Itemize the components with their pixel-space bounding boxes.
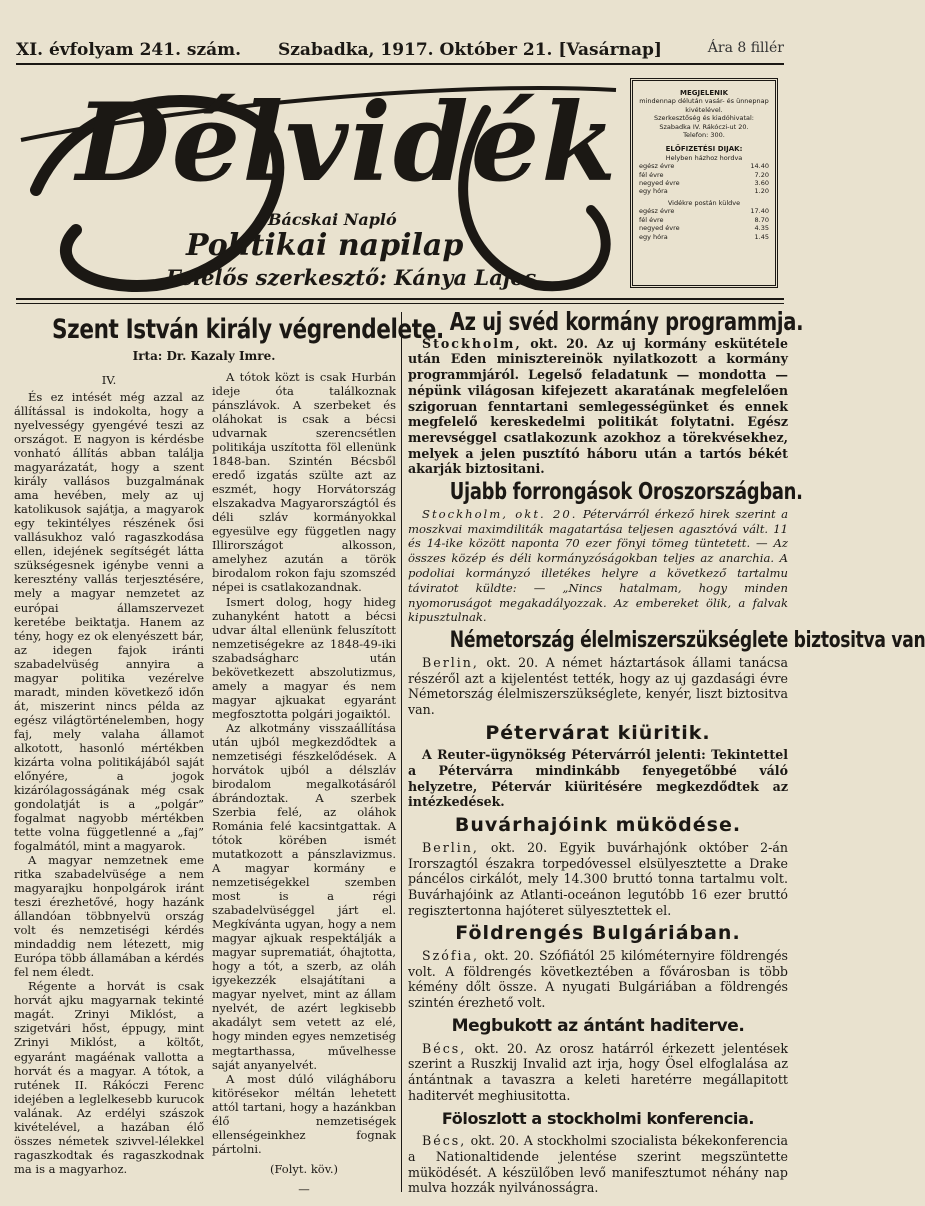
continued-dash: — bbox=[298, 1181, 310, 1196]
news-body: Stockholm, okt. 20. Pétervárról érkező hirek szerint a moszkvai maximdiliták magatartása teljesen agasztóvá vált. 11 és 14-ike között naponta 70 ezer fönyi tömeg tüntetett. — Az összes közép és déli kormányzóságokban teljes az anarchia. A podoliai kormányzó illetékes helyre a következő tartalmu táviratot küldte: — „Nincs hatalmam, hogy minden nyomoruságot megakadályozzak. Az embereket ölik, a falvak kipusztulnak. bbox=[408, 506, 789, 625]
article1-section: IV. bbox=[101, 373, 117, 387]
article1-column-1 bbox=[14, 370, 204, 1176]
continued-note: (Folyt. köv.) bbox=[269, 1161, 339, 1176]
place-date: Szabadka, 1917. Október 21. [Vasárnap] bbox=[278, 40, 662, 60]
article1-byline: Irta: Dr. Kazaly Imre. bbox=[132, 349, 276, 363]
top-rule bbox=[16, 63, 784, 65]
masthead-subtitle-napilap: Politikai napilap bbox=[186, 228, 464, 263]
masthead bbox=[16, 70, 626, 300]
news-body: Berlin, okt. 20. A német háztartások állami tanácsa részéről azt a kijelentést tették, hogy az uj gazdasági évre Németország élelmiszerszükséglete, kenyér, liszt biztositva van. bbox=[408, 654, 788, 717]
article1-column-2 bbox=[212, 370, 396, 1196]
news-body: A Reuter-ügynökség Pétervárról jelenti: Tekintettel a Pétervárra mindinkább fenyegetőbbé váló helyzetre, Pétervár kiüritésére megkezdődtek az intézkedések. bbox=[408, 747, 788, 810]
article1-paragraph: Ismert dolog, hogy hideg zuhanyként hatott a bécsi udvar által ellenünk feluszított nemzetiségekre az 1848-49-iki szabadságharc után bekövetkezett abszolutizmus, amely a magyar és nem magyar ajkuakat egyaránt megfosztotta polgári jogaiktól. bbox=[212, 594, 396, 721]
news-body: Berlin, okt. 20. Egyik buvárhajónk október 2-án Irorszagtól északra torpedóvessel elsülyesztette a Drake páncélos cirkálót, mely 14.300 bruttó tonna tartalmu volt. Buvárhajóink az Atlanti-oceánon legutóbb 16 ezer bruttó regisztertonna hajóteret sülyesztettek el. bbox=[408, 839, 788, 918]
news-title: Megbukott az ántánt haditerve. bbox=[451, 1015, 745, 1036]
infobox-line3: Szabadka IV. Rákóczi-ut 20. bbox=[659, 122, 749, 131]
subscription-infobox bbox=[630, 78, 778, 288]
masthead-rule-thin bbox=[16, 303, 784, 304]
news-body: Szófia, okt. 20. Szófiától 25 kilóméternyire földrengés volt. A földrengés következtében a fővárosban is több kémény dőlt össze. A nyugati Bulgáriában a földrengés szintén érezhető volt. bbox=[408, 948, 788, 1011]
news-title: Földrengés Bulgáriában. bbox=[455, 922, 741, 945]
price-row: negyed évre 3.60 bbox=[639, 179, 769, 188]
news-title: Németország élelmiszerszükséglete biztositva van bbox=[449, 628, 925, 654]
masthead-title: Délvidék bbox=[76, 80, 619, 206]
price-row: egy hóra 1.45 bbox=[639, 232, 769, 241]
infobox-line2: Szerkesztőség és kiadóhivatal: bbox=[653, 114, 755, 123]
price-row: fél évre 8.70 bbox=[639, 215, 769, 224]
column-divider bbox=[401, 312, 402, 1192]
article1-title: Szent István király végrendelete. bbox=[52, 314, 444, 345]
infobox-heading: MEGJELENIK bbox=[679, 89, 728, 97]
news-body: Bécs, okt. 20. A stockholmi szocialista békekonferencia a Nationaltidende jelentése szerint megszüntette müködését. A készülőben levő manifesztumot néhány nap mulva hozzák nyilvánosságra. bbox=[408, 1133, 788, 1196]
price-row: negyed évre 4.35 bbox=[639, 224, 769, 233]
article1-paragraph: Az alkotmány visszaállítása után ujból megkezdődtek a nemzetiségi fészkelődések. A horvátok ujból a délszláv birodalom megalkotásáról ábrándoztak. A szerbek Szerbia felé, az oláhok Románia felé kacsintgattak. A tótok körében ismét mutatkozott a pánszlavizmus. A magyar kormány e nemzetiségekkel szemben most is a régi szabadelvüséggel járt el. Megkívánta ugyan, hogy a nem magyar ajkuak respektálják a magyar suprematiát, óhajtotta, hogy a tót, a szerb, az oláh igyekezzék elsajátítani a magyar nyelvet, mint az állam nyelvét, de azért legkisebb akadályt sem vetett az elé, hogy minden egyes nemzetiség megtarthassa, művelhesse saját anyanyelvét. bbox=[212, 720, 396, 1072]
prices-heading: ELŐFIZETÉSI DIJAK: bbox=[665, 145, 743, 154]
infobox-line4: Telefon: 300. bbox=[683, 131, 725, 140]
masthead-subtitle-bacskai: Bácskai Napló bbox=[268, 210, 397, 229]
price: Ára 8 fillér bbox=[707, 40, 784, 56]
article1-paragraph: A magyar nemzetnek eme ritka szabadelvüsége a nem magyarajku honpolgárok iránt teszi érezhetővé, hogy hazánk állandóan többnyelvü ország volt és nemzetiségi kérdés mindaddig nem létezett, mig Európa több államában a kérdés fel nem éledt. bbox=[14, 853, 204, 980]
news-title: Ujabb forrongások Oroszországban. bbox=[449, 479, 803, 506]
news-body: Stockholm, okt. 20. Az uj kormány eskütétele után Eden minisztereinök nyilatkozott a kormány programmjáról. Legelső feladatunk — mondotta — népünk világosan kifejezett akaratának megfelelően szigoruan fenntartani semlegességünket és ennek megfelelő kereskedelmi politikát folytatni. Egész merevséggel csatlakozunk azokhoz a törekvésekhez, melyek a jelen pusztító háboru után a tartós békét akarják biztositani. bbox=[408, 335, 788, 477]
price-row: egész évre 14.40 bbox=[639, 162, 769, 171]
news-column bbox=[408, 307, 925, 1196]
post-delivery-heading: Vidékre postán küldve bbox=[667, 198, 741, 207]
news-title: Pétervárat kiüritik. bbox=[485, 721, 711, 744]
price-row: egy hóra 1.20 bbox=[639, 187, 769, 196]
article1-paragraph: És ez intését még azzal az állítással is indokolta, hogy a nyelvességy gyengévé teszi az országot. E nagyon is kérdésbe vonható állítás abban találja magyarázatát, hogy a szent király vallásos buzgalmának ama hevében, mely az uj katolikusok sajátja, a magyarok egy tekintélyes részének ősi vallásukhoz való ragaszkodása ellen, idejének segítségét látta szükségesnek igénybe venni a keresztény vallás terjesztésére, mely a magyar nemzetet az európai államszervezet keretébe beiktatja. Hanem az tény, hogy ez ok elenyészett bár, az idegen fajok iránti szabadelvüség annyira a magyar politika vezérelve maradt, minden következő időn át, miszerint nincs példa az egész világtörténelemben, hogy faj, mely valaha államot alkotott, hasonló mértékben kizárta volna politikájából saját előnyére, a jogok kizárólagosságának még csak gondolatját is a „polgár” fogalmat nagyobb mértékben tette volna függetlenné a „faj” fogalmától, mint a magyarok. bbox=[14, 390, 204, 854]
article1-paragraph: A most dúló világháboru kitörésekor méltán lehetett attól tartani, hogy a hazánkban élő nemzetiségek ellenségeinkhez fognak pártolni. bbox=[212, 1071, 396, 1156]
home-delivery-heading: Helyben házhoz hordva bbox=[665, 153, 743, 162]
masthead-rule bbox=[16, 298, 784, 300]
news-body: Bécs, okt. 20. Az orosz határról érkezett jelentések szerint a Ruszkij Invalid azt irja, hogy Ösel elfoglalása az ántántnak a tavaszra a keleti haretérre megállapitott haditervét meghiusitotta. bbox=[408, 1040, 788, 1103]
news-title: Buvárhajóink müködése. bbox=[454, 814, 742, 837]
article1-header bbox=[14, 314, 444, 367]
price-row: egész évre 17.40 bbox=[639, 207, 769, 216]
news-title: Az uj svéd kormány programmja. bbox=[449, 307, 804, 336]
article1-paragraph: Régente a horvát is csak horvát ajku magyarnak tekinté magát. Zrinyi Miklóst, a szigetvári hőst, éppugy, mint Zrinyi Miklóst, a költőt, egyaránt magáénak vallotta a horvát és a magyar. A tótok, a rutének II. Rákóczi Ferenc idejében a leglelkesebb kurucok valának. Az erdélyi szászok kivételével, a hazában élő összes németek szivvel-lélekkel ragaszkodtak és ragaszkodnak ma is a magyarhoz. bbox=[14, 979, 204, 1176]
masthead-editor: Felelős szerkesztő: Kánya Lajos bbox=[166, 265, 537, 290]
price-row: fél évre 7.20 bbox=[639, 170, 769, 179]
issue-number: XI. évfolyam 241. szám. bbox=[16, 40, 242, 60]
news-title: Föloszlott a stockholmi konferencia. bbox=[441, 1109, 755, 1129]
infobox-line1: mindennap délután vasár- és ünnepnap kivételével. bbox=[639, 97, 769, 114]
article1-paragraph: A tótok közt is csak Hurbán ideje óta találkoznak pánszlávok. A szerbeket és oláhokat is csak a bécsi udvarnak szerencsétlen politikája uszította föl ellenünk 1848-ban. Szintén Bécsből eredő izgatás szülte azt az eszmét, hogy Horvátország elszakadva Magyarországtól és déli szláv kormányokkal egyesülve egy független nagy Illirországot alkosson, amelyhez azután a török birodalom rokon faju szomszéd népei is csatlakozandnak. bbox=[212, 370, 396, 595]
